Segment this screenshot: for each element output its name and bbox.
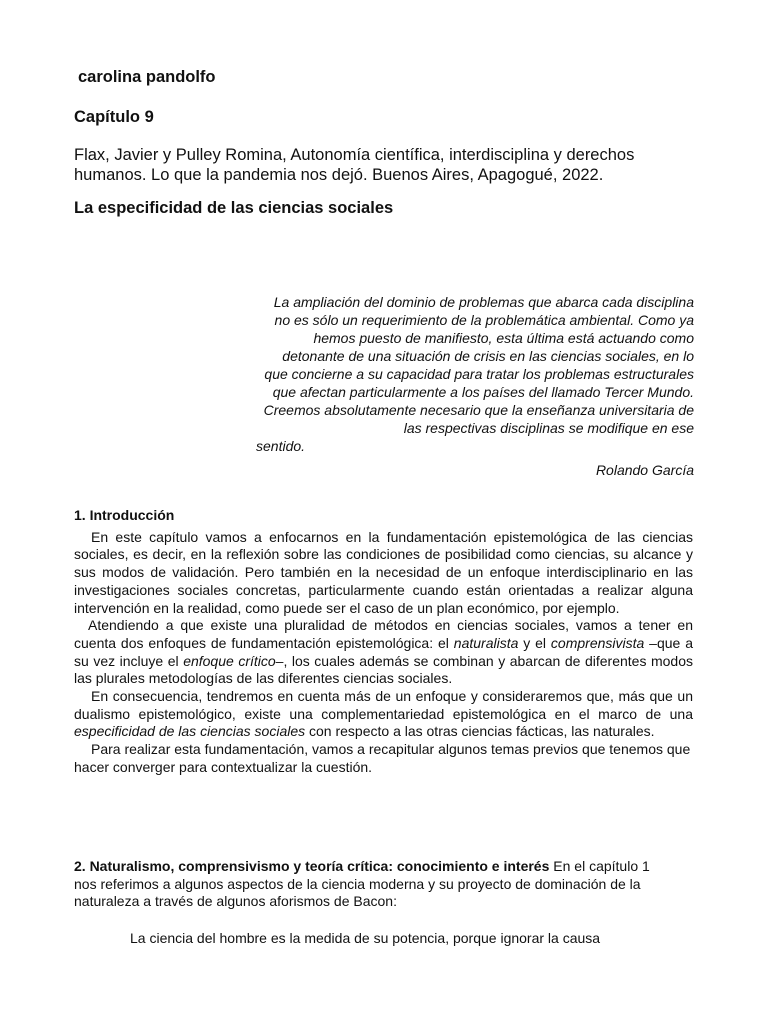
epigraph-paragraph-2-end: sentido.	[256, 438, 306, 454]
author-name: carolina pandolfo	[78, 68, 216, 86]
section-title: La especificidad de las ciencias sociales	[74, 199, 394, 217]
intro-p2-text-d: –, los cuales además se combinan y abarcan de diferentes modos las plurales metodologías de las diferentes ciencias sociales.	[74, 652, 694, 687]
epigraph-paragraph-1: La ampliación del dominio de problemas que abarca cada disciplina no es sólo un requerimiento de la problemática ambiental. Como ya hemos puesto de manifiesto, esta última está actuando como detonante de una situación de crisis en las ciencias sociales, en lo que concierne a su capacidad para tratar los problemas estructurales que afectan particularmente a los países del llamado Tercer Mundo.	[264, 294, 694, 400]
term-enfoque-critico: enfoque crítico	[183, 652, 276, 669]
term-naturalista: naturalista	[453, 634, 519, 651]
section-2-heading: 2. Naturalismo, comprensivismo y teoría crítica: conocimiento e interés	[74, 858, 550, 874]
section-2	[74, 858, 674, 911]
intro-paragraph-1: En este capítulo vamos a enfocarnos en la fundamentación epistemológica de las ciencias sociales, es decir, en la reflexión sobre las condiciones de posibilidad como ciencias, su alcance y sus modos de validación. Pero también en la necesidad de un enfoque interdisciplinario en las investigaciones sociales concretas, particularmente cuando están orientadas a realizar alguna intervención en la realidad, como puede ser el caso de un plan económico, por ejemplo.	[74, 528, 693, 616]
intro-paragraph-4: Para realizar esta fundamentación, vamos a recapitular algunos temas previos que tenemos que hacer converger para contextualizar la cuestión.	[74, 741, 691, 775]
epigraph	[256, 293, 694, 479]
bacon-quote: La ciencia del hombre es la medida de su potencia, porque ignorar la causa	[130, 930, 601, 946]
intro-p2-text-c: –que a su vez incluye el	[74, 634, 693, 669]
term-especificidad: especificidad de las ciencias sociales	[74, 723, 306, 740]
introduction-section	[74, 507, 693, 777]
epigraph-author: Rolando García	[595, 462, 694, 478]
bibliographic-citation: Flax, Javier y Pulley Romina, Autonomía científica, interdisciplina y derechos humanos. Lo que la pandemia nos dejó. Buenos Aires, Apagogué, 2022.	[74, 146, 635, 184]
term-comprensivista: comprensivista	[550, 634, 645, 651]
intro-p3-text-a: En consecuencia, tendremos en cuenta más de un enfoque y consideraremos que, más que un dualismo epistemológico, existe una complementariedad epistemológica en el marco de una	[74, 688, 693, 722]
intro-p3-text-b: con respecto a las otras ciencias fácticas, las naturales.	[305, 723, 655, 740]
introduction-heading: 1. Introducción	[74, 507, 175, 523]
intro-paragraph-3	[74, 688, 693, 741]
intro-paragraph-2	[74, 617, 693, 688]
epigraph-paragraph-2: Creemos absolutamente necesario que la enseñanza universitaria de las respectivas disciplinas se modifique en ese	[263, 402, 694, 436]
intro-p2-text-b: y el	[518, 634, 551, 651]
chapter-title: Capítulo 9	[74, 108, 154, 126]
intro-p2-text-a: Atendiendo a que existe una pluralidad de métodos en ciencias sociales, vamos a tener en cuenta dos enfoques de fundamentación epistemológica: el	[74, 617, 693, 651]
section-2-text: En el capítulo 1 nos referimos a algunos aspectos de la ciencia moderna y su proyecto de dominación de la naturaleza a través de algunos aforismos de Bacon:	[74, 858, 650, 910]
